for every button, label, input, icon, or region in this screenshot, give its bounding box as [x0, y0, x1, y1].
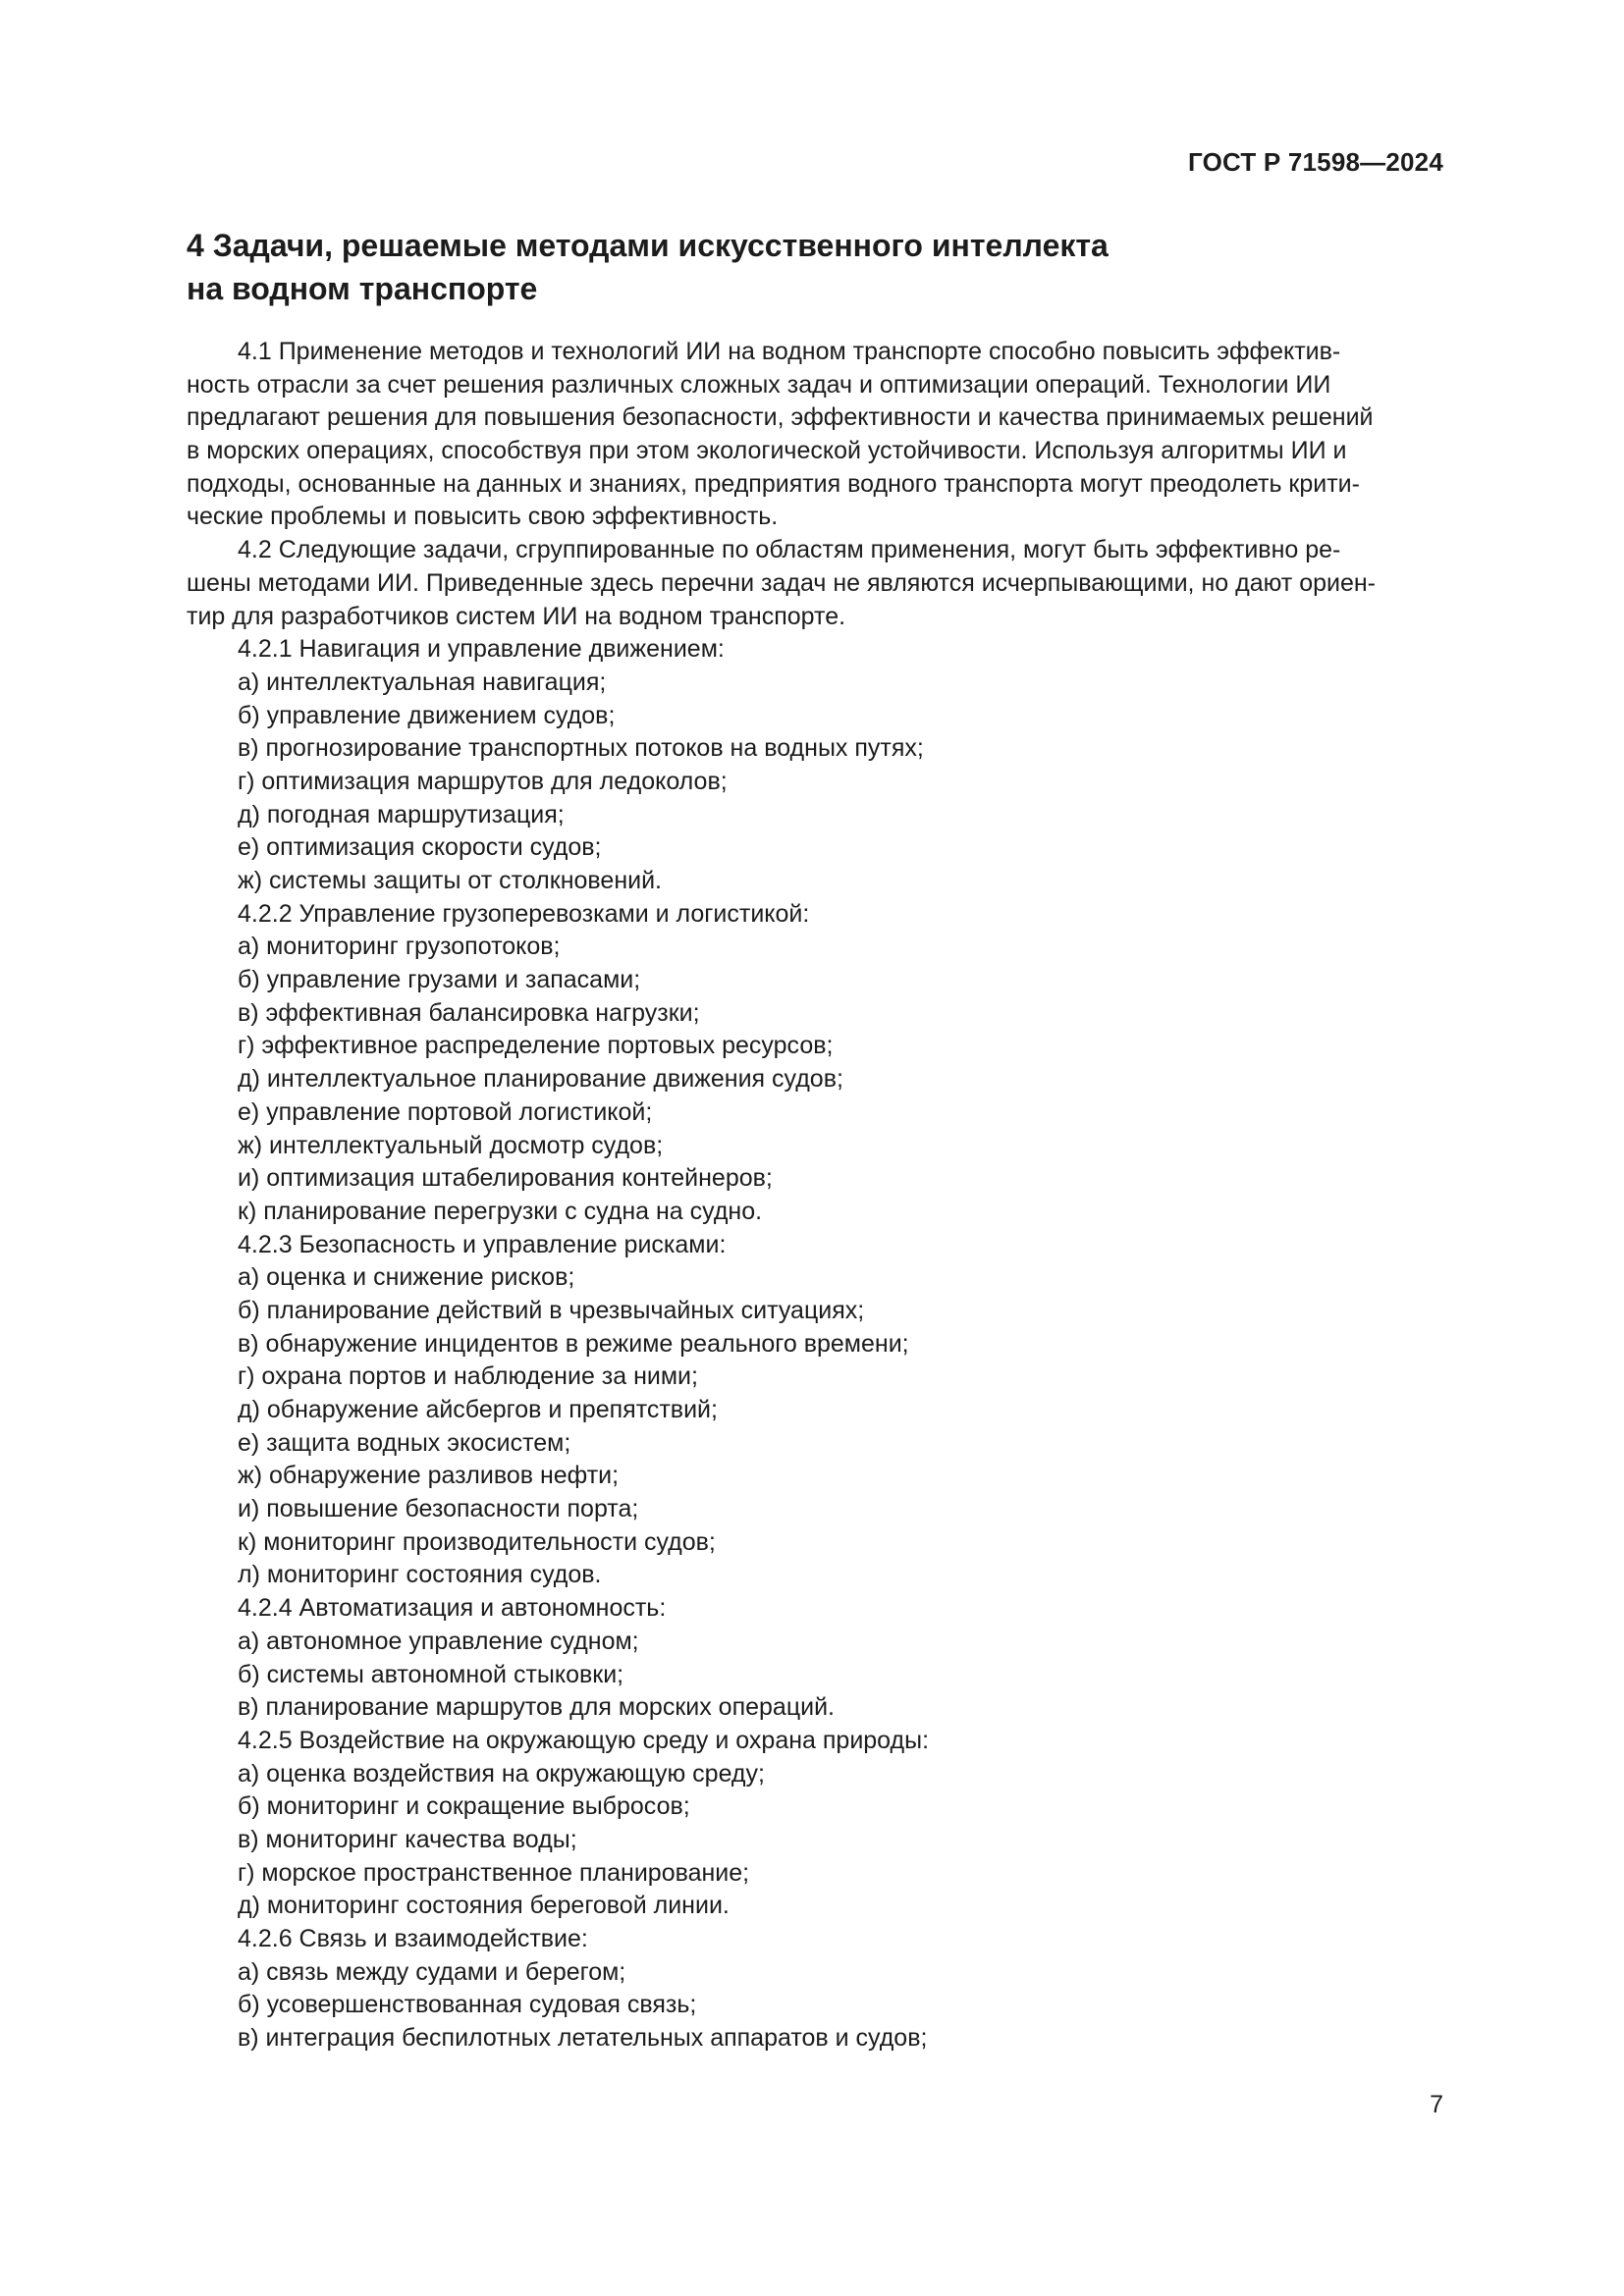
text-line: подходы, основанные на данных и знаниях, предприятия водного транспорта могут преодолеть крити-	[187, 469, 1360, 498]
standard-code-header: ГОСТ Р 71598—2024	[1188, 147, 1443, 177]
task-group-heading: 4.2.1 Навигация и управление движением:	[238, 635, 725, 664]
text-line: ность отрасли за счет решения различных сложных задач и оптимизации операций. Технологии ИИ	[187, 370, 1331, 399]
paragraph-4-2	[187, 534, 1445, 633]
task-group-heading: 4.2.6 Связь и взаимодействие:	[238, 1925, 588, 1952]
list-item: а) автономное управление судном;	[238, 1627, 639, 1655]
list-item: ж) системы защиты от столкновений.	[238, 867, 662, 894]
task-group-heading: 4.2.5 Воздействие на окружающую среду и охрана природы:	[238, 1726, 930, 1754]
task-groups	[187, 633, 1445, 2056]
list-item: а) оценка воздействия на окружающую среду;	[238, 1759, 765, 1788]
list-item: б) управление грузами и запасами;	[238, 966, 641, 994]
list-item: и) оптимизация штабелирования контейнеров;	[238, 1164, 773, 1193]
list-item: ж) интеллектуальный досмотр судов;	[238, 1131, 664, 1159]
list-item: л) мониторинг состояния судов.	[238, 1561, 602, 1589]
list-item: б) усовершенствованная судовая связь;	[238, 1991, 697, 2019]
list-item: в) мониторинг качества воды;	[238, 1825, 577, 1853]
document-body	[187, 336, 1445, 2056]
list-item: и) повышение безопасности порта;	[238, 1495, 639, 1523]
list-item: д) мониторинг состояния береговой линии.	[238, 1892, 730, 1920]
list-item: д) обнаружение айсбергов и препятствий;	[238, 1396, 718, 1423]
task-group	[187, 1592, 1445, 1725]
list-item: в) интеграция беспилотных летательных аппаратов и судов;	[238, 2024, 928, 2053]
list-item: а) мониторинг грузопотоков;	[238, 933, 561, 961]
text-line: 4.2 Следующие задачи, сгруппированные по областям применения, могут быть эффективно ре-	[238, 536, 1341, 564]
text-line: в морских операциях, способствуя при этом экологической устойчивости. Используя алгоритмы ИИ и	[187, 437, 1347, 465]
list-item: в) планирование маршрутов для морских операций.	[238, 1693, 836, 1722]
section-title-line: на водном транспорте	[187, 271, 538, 306]
text-line-content: 4.1 Применение методов и технологий ИИ на водном транспорте способно повысить эффектив-	[238, 338, 1341, 365]
text-line: ческие проблемы и повысить свою эффективность.	[187, 503, 779, 531]
list-item: в) эффективная балансировка нагрузки;	[238, 998, 700, 1027]
list-item: а) связь между судами и берегом;	[238, 1957, 626, 1986]
section-title-line: 4 Задачи, решаемые методами искусственного интеллекта	[187, 228, 1109, 263]
text-line: тир для разработчиков систем ИИ на водном транспорте.	[187, 602, 846, 630]
list-item: б) управление движением судов;	[238, 701, 616, 729]
list-item: г) оптимизация маршрутов для ледоколов;	[238, 767, 728, 795]
list-item: к) планирование перегрузки с судна на судно.	[238, 1197, 763, 1225]
text-line: предлагают решения для повышения безопасности, эффективности и качества принимаемых решений	[187, 403, 1374, 432]
task-group	[187, 1725, 1445, 1923]
list-item: г) охрана портов и наблюдение за ними;	[238, 1362, 698, 1391]
task-group	[187, 633, 1445, 898]
list-item: г) морское пространственное планирование;	[238, 1858, 750, 1887]
task-group-heading: 4.2.3 Безопасность и управление рисками:	[238, 1230, 727, 1258]
task-group	[187, 1923, 1445, 2056]
paragraph-4-1	[187, 336, 1445, 534]
task-group-heading: 4.2.2 Управление грузоперевозками и логистикой:	[238, 899, 810, 928]
section-title	[187, 224, 1267, 310]
task-group-heading: 4.2.4 Автоматизация и автономность:	[238, 1594, 667, 1623]
list-item: б) планирование действий в чрезвычайных ситуациях;	[238, 1296, 865, 1324]
list-item: а) интеллектуальная навигация;	[238, 667, 607, 696]
list-item: а) оценка и снижение рисков;	[238, 1263, 575, 1292]
text-line	[187, 336, 1445, 369]
list-item: к) мониторинг производительности судов;	[238, 1527, 716, 1556]
list-item: д) погодная маршрутизация;	[238, 800, 565, 828]
list-item: б) мониторинг и сокращение выбросов;	[238, 1792, 690, 1821]
list-item: ж) обнаружение разливов нефти;	[238, 1462, 620, 1490]
task-group	[187, 898, 1445, 1229]
list-item: е) оптимизация скорости судов;	[238, 833, 602, 862]
list-item: в) обнаружение инцидентов в режиме реального времени;	[238, 1329, 909, 1358]
list-item: б) системы автономной стыковки;	[238, 1660, 624, 1688]
list-item: е) защита водных экосистем;	[238, 1428, 571, 1457]
list-item: г) эффективное распределение портовых ресурсов;	[238, 1032, 834, 1060]
text-line: шены методами ИИ. Приведенные здесь перечни задач не являются исчерпывающими, но дают ориен-	[187, 568, 1376, 597]
page-number: 7	[1430, 2091, 1443, 2118]
list-item: е) управление портовой логистикой;	[238, 1097, 653, 1126]
list-item: в) прогнозирование транспортных потоков на водных путях;	[238, 734, 924, 763]
task-group	[187, 1229, 1445, 1593]
list-item: д) интеллектуальное планирование движения судов;	[238, 1065, 843, 1094]
